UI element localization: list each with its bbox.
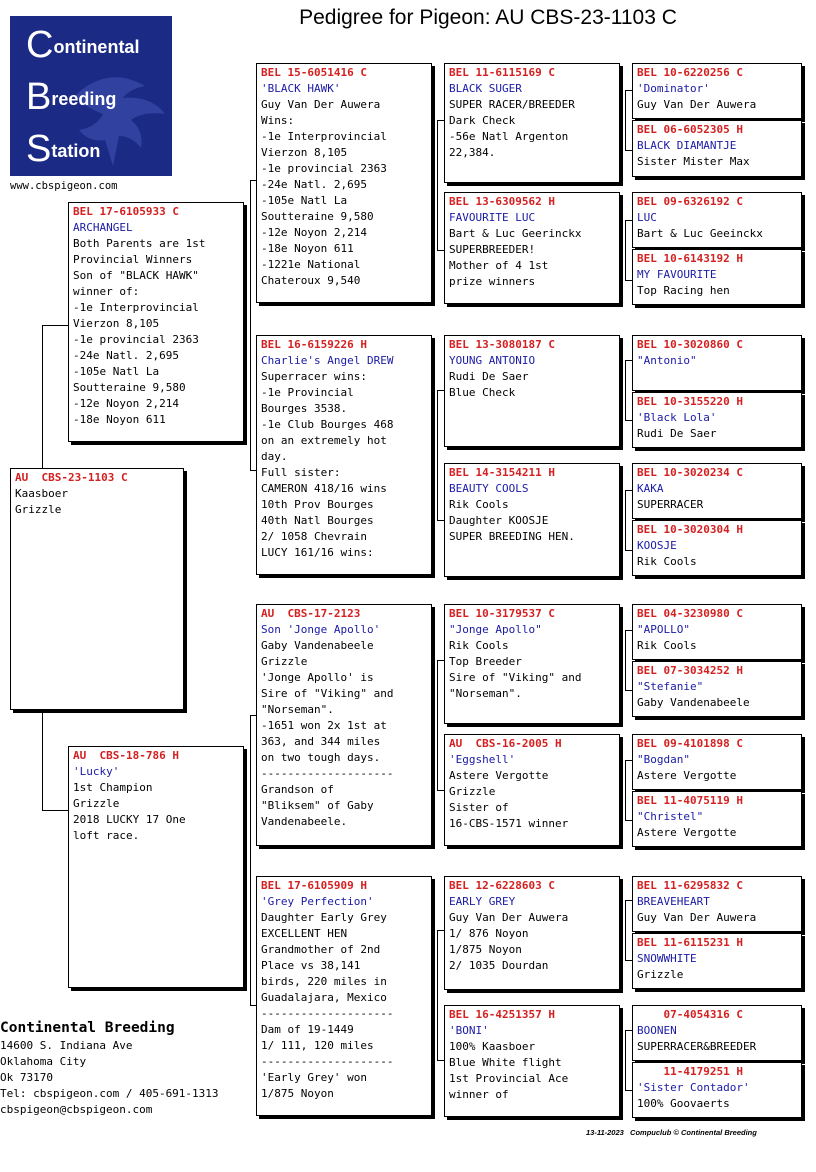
pigeon-name: 'Dominator' (637, 82, 710, 95)
pigeon-name: EARLY GREY (449, 895, 516, 908)
pedigree-card-g13 (632, 876, 802, 932)
pigeon-info-line: birds, 220 miles in (261, 975, 387, 988)
connector (42, 710, 43, 810)
pedigree-card-dds (444, 876, 620, 990)
ring-number: BEL 10-3020234 C (637, 466, 743, 479)
pigeon-info-line: Superracer wins: (261, 370, 367, 383)
pedigree-card-g6 (632, 392, 802, 448)
connector (250, 180, 251, 470)
connector (437, 660, 438, 790)
pigeon-info-line: Grandmother of 2nd (261, 943, 381, 956)
pigeon-info-line: Grizzle (637, 968, 684, 981)
pigeon-info-line: -------------------- (261, 767, 394, 780)
pigeon-info-line: Blue White flight (449, 1056, 562, 1069)
pigeon-info-line: -1221e National (261, 258, 361, 271)
pigeon-info-line: -1e provincial 2363 (73, 333, 199, 346)
pigeon-info-line: -105e Natl La (73, 365, 160, 378)
pigeon-info-line: Place vs 38,141 (261, 959, 361, 972)
pedigree-card-sire (68, 202, 244, 442)
pigeon-info-line: Provincial Winners (73, 253, 193, 266)
pigeon-info-line: 1/ 876 Noyon (449, 927, 529, 940)
ring-number: AU CBS-18-786 H (73, 749, 179, 762)
pedigree-card-sss (444, 63, 620, 183)
website-url[interactable]: www.cbspigeon.com (10, 180, 118, 192)
connector (625, 630, 626, 690)
pigeon-info-line: Top Racing hen (637, 284, 730, 297)
ring-number: BEL 10-3020860 C (637, 338, 743, 351)
ring-number: BEL 17-6105909 H (261, 879, 367, 892)
pigeon-info-line: 40th Natl Bourges (261, 514, 374, 527)
contact-phone[interactable]: Tel: cbspigeon.com / 405-691-1313 (0, 1087, 219, 1100)
contact-email[interactable]: cbspigeon@cbspigeon.com (0, 1103, 153, 1116)
pedigree-card-g4 (632, 249, 802, 305)
connector (42, 325, 43, 468)
pedigree-card-dsd (444, 734, 620, 846)
pigeon-info-line: Guy Van Der Auwera (637, 911, 757, 924)
pigeon-info-line: Guadalajara, Mexico (261, 991, 387, 1004)
ring-number: AU CBS-16-2005 H (449, 737, 562, 750)
pedigree-card-g3 (632, 192, 802, 248)
pigeon-info-line: 16-CBS-1571 winner (449, 817, 569, 830)
pigeon-info-line: Sire of "Viking" and (261, 687, 394, 700)
pigeon-info-line: Grizzle (15, 503, 62, 516)
pigeon-info-line: 2/ 1058 Chevrain (261, 530, 367, 543)
pigeon-name: 'Eggshell' (449, 753, 516, 766)
pigeon-name: BLACK DIAMANTJE (637, 139, 737, 152)
pigeon-info-line: 2/ 1035 Dourdan (449, 959, 549, 972)
pigeon-name: 'BLACK HAWK' (261, 82, 341, 95)
pigeon-info-line: -24e Natl. 2,695 (73, 349, 179, 362)
pigeon-info-line: Rik Cools (449, 498, 509, 511)
ring-number: BEL 09-6326192 C (637, 195, 743, 208)
ring-number: 11-4179251 H (637, 1065, 743, 1078)
pedigree-card-g12 (632, 791, 802, 847)
pigeon-name: Son 'Jonge Apollo' (261, 623, 381, 636)
ring-number: BEL 10-6143192 H (637, 252, 743, 265)
pigeon-info-line: Rudi De Saer (449, 370, 529, 383)
pigeon-name: YOUNG ANTONIO (449, 354, 536, 367)
pedigree-card-g2 (632, 120, 802, 177)
ring-number: BEL 10-3179537 C (449, 607, 555, 620)
ring-number: BEL 13-6309562 H (449, 195, 555, 208)
pigeon-info-line: Guy Van Der Auwera (449, 911, 569, 924)
pigeon-info-line: Wins: (261, 114, 295, 127)
pigeon-info-line: Daughter Early Grey (261, 911, 387, 924)
connector (625, 490, 626, 550)
pigeon-info-line: Dark Check (449, 114, 516, 127)
pigeon-info-line: Guy Van Der Auwera (261, 98, 381, 111)
pigeon-info-line: Top Breeder (449, 655, 522, 668)
contact-city: Oklahoma City (0, 1055, 87, 1068)
pedigree-card-g10 (632, 661, 802, 717)
pigeon-info-line: Daughter KOOSJE (449, 514, 549, 527)
ring-number: 07-4054316 C (637, 1008, 743, 1021)
pigeon-info-line: "Bliksem" of Gaby (261, 799, 374, 812)
ring-number: BEL 15-6051416 C (261, 66, 367, 79)
pigeon-name: 'Grey Perfection' (261, 895, 374, 908)
pedigree-card-g8 (632, 520, 802, 576)
contact-address: 14600 S. Indiana Ave (0, 1039, 133, 1052)
pigeon-info-line: Astere Vergotte (637, 826, 737, 839)
pedigree-card-ddd (444, 1005, 620, 1117)
connector (250, 715, 251, 1005)
pigeon-info-line: Chateroux 9,540 (261, 274, 361, 287)
pigeon-info-line: Gaby Vandenabeele (637, 696, 750, 709)
ring-number: BEL 12-6228603 C (449, 879, 555, 892)
logo-word-continental: Continental (26, 24, 140, 66)
pedigree-card-ds (256, 604, 432, 846)
ring-number: BEL 09-4101898 C (637, 737, 743, 750)
pigeon-name: FAVOURITE LUC (449, 211, 536, 224)
pigeon-info-line: 1st Provincial Ace (449, 1072, 569, 1085)
ring-number: AU CBS-23-1103 C (15, 471, 128, 484)
pigeon-info-line: -1e provincial 2363 (261, 162, 387, 175)
pigeon-info-line: SUPER BREEDING HEN. (449, 530, 575, 543)
pigeon-info-line: 100% Goovaerts (637, 1097, 730, 1110)
pigeon-name: MY FAVOURITE (637, 268, 717, 281)
pigeon-info-line: loft race. (73, 829, 140, 842)
pigeon-name: "Bogdan" (637, 753, 690, 766)
pigeon-info-line: Rik Cools (637, 555, 697, 568)
pigeon-info-line: winner of: (73, 285, 140, 298)
pedigree-card-g11 (632, 734, 802, 790)
ring-number: BEL 11-6295832 C (637, 879, 743, 892)
pigeon-name: "Antonio" (637, 354, 697, 367)
pigeon-name: BOONEN (637, 1024, 677, 1037)
pigeon-name: "Stefanie" (637, 680, 704, 693)
pigeon-name: KAKA (637, 482, 664, 495)
pigeon-info-line: 100% Kaasboer (449, 1040, 536, 1053)
pedigree-card-g14 (632, 933, 802, 989)
pigeon-info-line: 22,384. (449, 146, 496, 159)
logo-word-station: Station (26, 128, 101, 170)
pigeon-info-line: prize winners (449, 275, 536, 288)
pigeon-info-line: Full sister: (261, 466, 341, 479)
pigeon-info-line: Soutteraine 9,580 (73, 381, 186, 394)
connector (437, 930, 438, 1060)
logo-word-breeding: Breeding (26, 76, 117, 118)
connector (437, 120, 438, 250)
connector (625, 90, 626, 150)
pigeon-name: 'Sister Contador' (637, 1081, 750, 1094)
pigeon-info-line: Astere Vergotte (449, 769, 549, 782)
pigeon-info-line: 1/875 Noyon (261, 1087, 334, 1100)
pedigree-card-g7 (632, 463, 802, 519)
contact-state-zip: Ok 73170 (0, 1071, 53, 1084)
pigeon-info-line: Bart & Luc Geeinckx (637, 227, 763, 240)
ring-number: BEL 07-3034252 H (637, 664, 743, 677)
pigeon-info-line: -24e Natl. 2,695 (261, 178, 367, 191)
pigeon-info-line: SUPERBREEDER! (449, 243, 536, 256)
pigeon-info-line: "Norseman". (261, 703, 334, 716)
pigeon-info-line: Sire of "Viking" and (449, 671, 582, 684)
pigeon-name: "APOLLO" (637, 623, 690, 636)
pigeon-info-line: day. (261, 450, 288, 463)
connector (625, 900, 626, 960)
page-title: Pedigree for Pigeon: AU CBS-23-1103 C (299, 6, 677, 29)
pedigree-card-g15 (632, 1005, 802, 1061)
pigeon-name: ARCHANGEL (73, 221, 133, 234)
pigeon-info-line: Vandenabeele. (261, 815, 348, 828)
connector (625, 1030, 626, 1090)
pigeon-info-line: Mother of 4 1st (449, 259, 549, 272)
ring-number: BEL 16-4251357 H (449, 1008, 555, 1021)
pigeon-info-line: Astere Vergotte (637, 769, 737, 782)
pedigree-card-g5 (632, 335, 802, 391)
pigeon-info-line: Bourges 3538. (261, 402, 348, 415)
pigeon-info-line: -12e Noyon 2,214 (73, 397, 179, 410)
pigeon-info-line: SUPER RACER/BREEDER (449, 98, 575, 111)
pigeon-info-line: Soutteraine 9,580 (261, 210, 374, 223)
pedigree-card-g9 (632, 604, 802, 660)
pigeon-info-line: Grizzle (261, 655, 308, 668)
pedigree-card-sds (444, 335, 620, 447)
cbs-logo (10, 16, 172, 176)
pigeon-info-line: 363, and 344 miles (261, 735, 381, 748)
pigeon-info-line: 1/875 Noyon (449, 943, 522, 956)
ring-number: BEL 11-6115169 C (449, 66, 555, 79)
pigeon-info-line: Kaasboer (15, 487, 68, 500)
pigeon-info-line: 1/ 111, 120 miles (261, 1039, 374, 1052)
ring-number: BEL 10-3020304 H (637, 523, 743, 536)
ring-number: BEL 13-3080187 C (449, 338, 555, 351)
pigeon-info-line: Grizzle (73, 797, 120, 810)
pigeon-info-line: 10th Prov Bourges (261, 498, 374, 511)
ring-number: BEL 16-6159226 H (261, 338, 367, 351)
pigeon-info-line: on two tough days. (261, 751, 381, 764)
pigeon-info-line: Sister Mister Max (637, 155, 750, 168)
connector (42, 325, 70, 326)
pigeon-info-line: Dam of 19-1449 (261, 1023, 354, 1036)
pedigree-card-sd (256, 335, 432, 575)
pigeon-name: KOOSJE (637, 539, 677, 552)
ring-number: BEL 11-4075119 H (637, 794, 743, 807)
connector (42, 810, 70, 811)
ring-number: BEL 17-6105933 C (73, 205, 179, 218)
pigeon-name: 'Lucky' (73, 765, 120, 778)
pigeon-name: 'Black Lola' (637, 411, 717, 424)
pigeon-info-line: SUPERRACER (637, 498, 704, 511)
pedigree-card-sdd (444, 463, 620, 577)
pigeon-info-line: Son of "BLACK HAWK" (73, 269, 199, 282)
connector (625, 760, 626, 820)
pigeon-name: "Christel" (637, 810, 704, 823)
pigeon-name: "Jonge Apollo" (449, 623, 542, 636)
ring-number: BEL 11-6115231 H (637, 936, 743, 949)
pigeon-info-line: Grizzle (449, 785, 496, 798)
pigeon-info-line: Rik Cools (449, 639, 509, 652)
pigeon-info-line: -------------------- (261, 1055, 394, 1068)
connector (437, 390, 438, 520)
pedigree-card-dam (68, 746, 244, 988)
pigeon-info-line: -------------------- (261, 1007, 394, 1020)
pedigree-card-ssd (444, 192, 620, 304)
pigeon-info-line: -1e Interprovincial (261, 130, 387, 143)
ring-number: BEL 14-3154211 H (449, 466, 555, 479)
contact-block (0, 1018, 219, 1118)
pigeon-info-line: Both Parents are 1st (73, 237, 206, 250)
pigeon-info-line: 'Jonge Apollo' is (261, 671, 374, 684)
pigeon-info-line: Grandson of (261, 783, 334, 796)
pigeon-info-line: Rik Cools (637, 639, 697, 652)
pedigree-card-dss (444, 604, 620, 724)
pedigree-card-g1 (632, 63, 802, 119)
pigeon-info-line: -18e Noyon 611 (261, 242, 354, 255)
pigeon-name: BEAUTY COOLS (449, 482, 529, 495)
ring-number: BEL 06-6052305 H (637, 123, 743, 136)
pigeon-name: BLACK SUGER (449, 82, 522, 95)
pigeon-info-line: -1e Club Bourges 468 (261, 418, 394, 431)
ring-number: AU CBS-17-2123 (261, 607, 361, 620)
pigeon-info-line: 2018 LUCKY 17 One (73, 813, 186, 826)
pigeon-info-line: Guy Van Der Auwera (637, 98, 757, 111)
ring-number: BEL 10-6220256 C (637, 66, 743, 79)
pigeon-info-line: -18e Noyon 611 (73, 413, 166, 426)
connector (625, 220, 626, 280)
ring-number: BEL 04-3230980 C (637, 607, 743, 620)
pedigree-card-g16 (632, 1062, 802, 1118)
pigeon-name: SNOWWHITE (637, 952, 697, 965)
pigeon-info-line: -1651 won 2x 1st at (261, 719, 387, 732)
pigeon-name: BREAVEHEART (637, 895, 710, 908)
pigeon-info-line: winner of (449, 1088, 509, 1101)
pigeon-info-line: -105e Natl La (261, 194, 348, 207)
pigeon-info-line: Vierzon 8,105 (73, 317, 160, 330)
pigeon-info-line: -1e Interprovincial (73, 301, 199, 314)
pigeon-info-line: -1e Provincial (261, 386, 354, 399)
footer-credit: 13-11-2023 Compuclub © Continental Breeding (586, 1128, 757, 1137)
pigeon-info-line: "Norseman". (449, 687, 522, 700)
pigeon-info-line: 1st Champion (73, 781, 153, 794)
pigeon-info-line: on an extremely hot (261, 434, 387, 447)
pigeon-name: LUC (637, 211, 657, 224)
pigeon-name: 'BONI' (449, 1024, 489, 1037)
pigeon-info-line: -12e Noyon 2,214 (261, 226, 367, 239)
pedigree-card-ss (256, 63, 432, 303)
pigeon-info-line: Sister of (449, 801, 509, 814)
pigeon-info-line: Rudi De Saer (637, 427, 717, 440)
pedigree-card-dd (256, 876, 432, 1116)
pigeon-info-line: SUPERRACER&BREEDER (637, 1040, 757, 1053)
pigeon-info-line: Blue Check (449, 386, 516, 399)
connector (625, 360, 626, 420)
pigeon-info-line: Vierzon 8,105 (261, 146, 348, 159)
pigeon-info-line: -56e Natl Argenton (449, 130, 569, 143)
pigeon-info-line: 'Early Grey' won (261, 1071, 367, 1084)
pedigree-card-subject (10, 468, 184, 710)
pigeon-info-line: Bart & Luc Geerinckx (449, 227, 582, 240)
pigeon-info-line: CAMERON 418/16 wins (261, 482, 387, 495)
pigeon-info-line: LUCY 161/16 wins: (261, 546, 374, 559)
pigeon-name: Charlie's Angel DREW (261, 354, 394, 367)
contact-title: Continental Breeding (0, 1020, 175, 1036)
pigeon-info-line: EXCELLENT HEN (261, 927, 348, 940)
ring-number: BEL 10-3155220 H (637, 395, 743, 408)
pigeon-info-line: Gaby Vandenabeele (261, 639, 374, 652)
